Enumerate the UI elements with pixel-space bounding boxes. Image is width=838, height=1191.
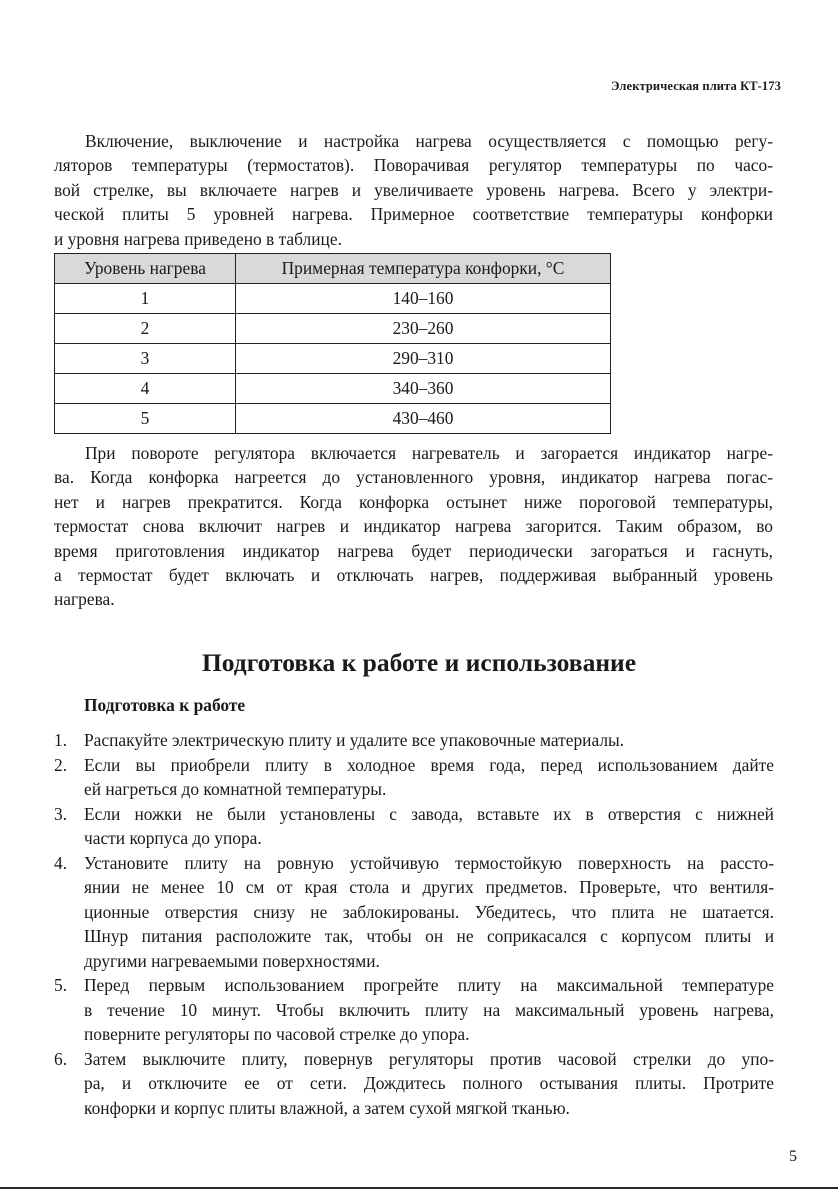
temperature-cell: 290–310 [236, 344, 611, 374]
text-line: другими нагреваемыми поверхностями. [84, 950, 380, 971]
column-header-temperature: Примерная температура конфорки, °С [236, 254, 611, 284]
text-line: конфорки и корпус плиты влажной, а затем сухой мягкой тканью. [84, 1097, 570, 1118]
text-line: в течение 10 минут. Чтобы включить плиту на максимальный уровень нагрева, [84, 999, 774, 1020]
text-line: Перед первым использованием прогрейте плиту на максимальной температуре [84, 975, 774, 995]
heating-level-table [54, 253, 611, 434]
temperature-cell: 140–160 [236, 284, 611, 314]
table-row [55, 344, 611, 374]
text-line: ва. Когда конфорка нагреется до установленного уровня, индикатор нагрева погас- [54, 467, 773, 488]
table-row [55, 404, 611, 434]
text-line: ческой плиты 5 уровней нагрева. Примерное соответствие температуры конфорки [54, 204, 773, 225]
level-cell: 2 [55, 314, 236, 344]
text-line: Затем выключите плиту, повернув регуляторы против часовой стрелки до упо- [84, 1048, 774, 1069]
page-number: 5 [789, 1148, 797, 1165]
step-number: 6. [54, 1048, 68, 1069]
page-bottom-rule [0, 1187, 838, 1189]
step-number: 5. [54, 975, 68, 995]
table-header-row [55, 254, 611, 284]
step-number: 4. [54, 852, 68, 873]
text-line: вой стрелке, вы включаете нагрев и увеличиваете уровень нагрева. Всего у электри- [54, 179, 773, 200]
text-line: Если вы приобрели плиту в холодное время года, перед использованием дайте [84, 754, 774, 775]
step-number: 2. [54, 754, 68, 775]
table-row [55, 284, 611, 314]
text-line: нет и нагрев прекратится. Когда конфорка остынет ниже пороговой температуры, [54, 491, 773, 512]
list-item [54, 851, 774, 974]
level-cell: 3 [55, 344, 236, 374]
step-number: 3. [54, 803, 68, 824]
text-line: янии не менее 10 см от края стола и других предметов. Проверьте, что вентиля- [84, 877, 774, 897]
subsection-heading: Подготовка к работе [84, 695, 246, 715]
temperature-cell: 230–260 [236, 314, 611, 344]
text-line: Шнур питания расположите так, чтобы он не соприкасался с корпусом плиты и [84, 926, 774, 946]
text-line: время приготовления индикатор нагрева будет периодически загораться и гаснуть, [54, 540, 773, 561]
text-line: а термостат будет включать и отключать нагрев, поддерживая выбранный уровень [54, 565, 773, 586]
running-header: Электрическая плита КТ-173 [611, 79, 781, 93]
text-line: части корпуса до упора. [84, 828, 262, 848]
text-line: ционные отверстия снизу не заблокированы. Убедитесь, что плита не шатается. [84, 901, 774, 922]
text-line: ей нагреться до комнатной температуры. [84, 779, 387, 799]
step-number: 1. [54, 730, 68, 750]
text-line: ляторов температуры (термостатов). Поворачивая регулятор температуры по часо- [54, 155, 773, 176]
preparation-steps-list [54, 728, 774, 1120]
list-item [54, 728, 774, 753]
list-item [54, 973, 774, 1047]
text-line: и уровня нагрева приведено в таблице. [54, 228, 342, 249]
thermostat-paragraph [54, 441, 773, 612]
text-line: Распакуйте электрическую плиту и удалите все упаковочные материалы. [84, 730, 625, 750]
level-cell: 4 [55, 374, 236, 404]
text-line: Установите плиту на ровную устойчивую термостойкую поверхность на рассто- [84, 852, 774, 873]
temperature-cell: 430–460 [236, 404, 611, 434]
section-heading: Подготовка к работе и использование [201, 648, 637, 677]
text-line: Включение, выключение и настройка нагрева осуществляется с помощью регу- [85, 131, 773, 151]
column-header-level: Уровень нагрева [55, 254, 236, 284]
text-line: ра, и отключите ее от сети. Дождитесь полного остывания плиты. Протрите [84, 1073, 774, 1093]
text-line: Если ножки не были установлены с завода, вставьте их в отверстия с нижней [84, 803, 774, 824]
table-row [55, 374, 611, 404]
text-line: термостат снова включит нагрев и индикатор нагрева загорится. Таким образом, во [54, 516, 773, 537]
level-cell: 5 [55, 404, 236, 434]
level-cell: 1 [55, 284, 236, 314]
temperature-cell: 340–360 [236, 374, 611, 404]
text-line: При повороте регулятора включается нагреватель и загорается индикатор нагре- [85, 443, 773, 463]
list-item [54, 753, 774, 802]
list-item [54, 802, 774, 851]
list-item [54, 1047, 774, 1121]
intro-paragraph [54, 129, 773, 251]
table-row [55, 314, 611, 344]
text-line: поверните регуляторы по часовой стрелке до упора. [84, 1024, 470, 1044]
text-line: нагрева. [54, 589, 115, 610]
